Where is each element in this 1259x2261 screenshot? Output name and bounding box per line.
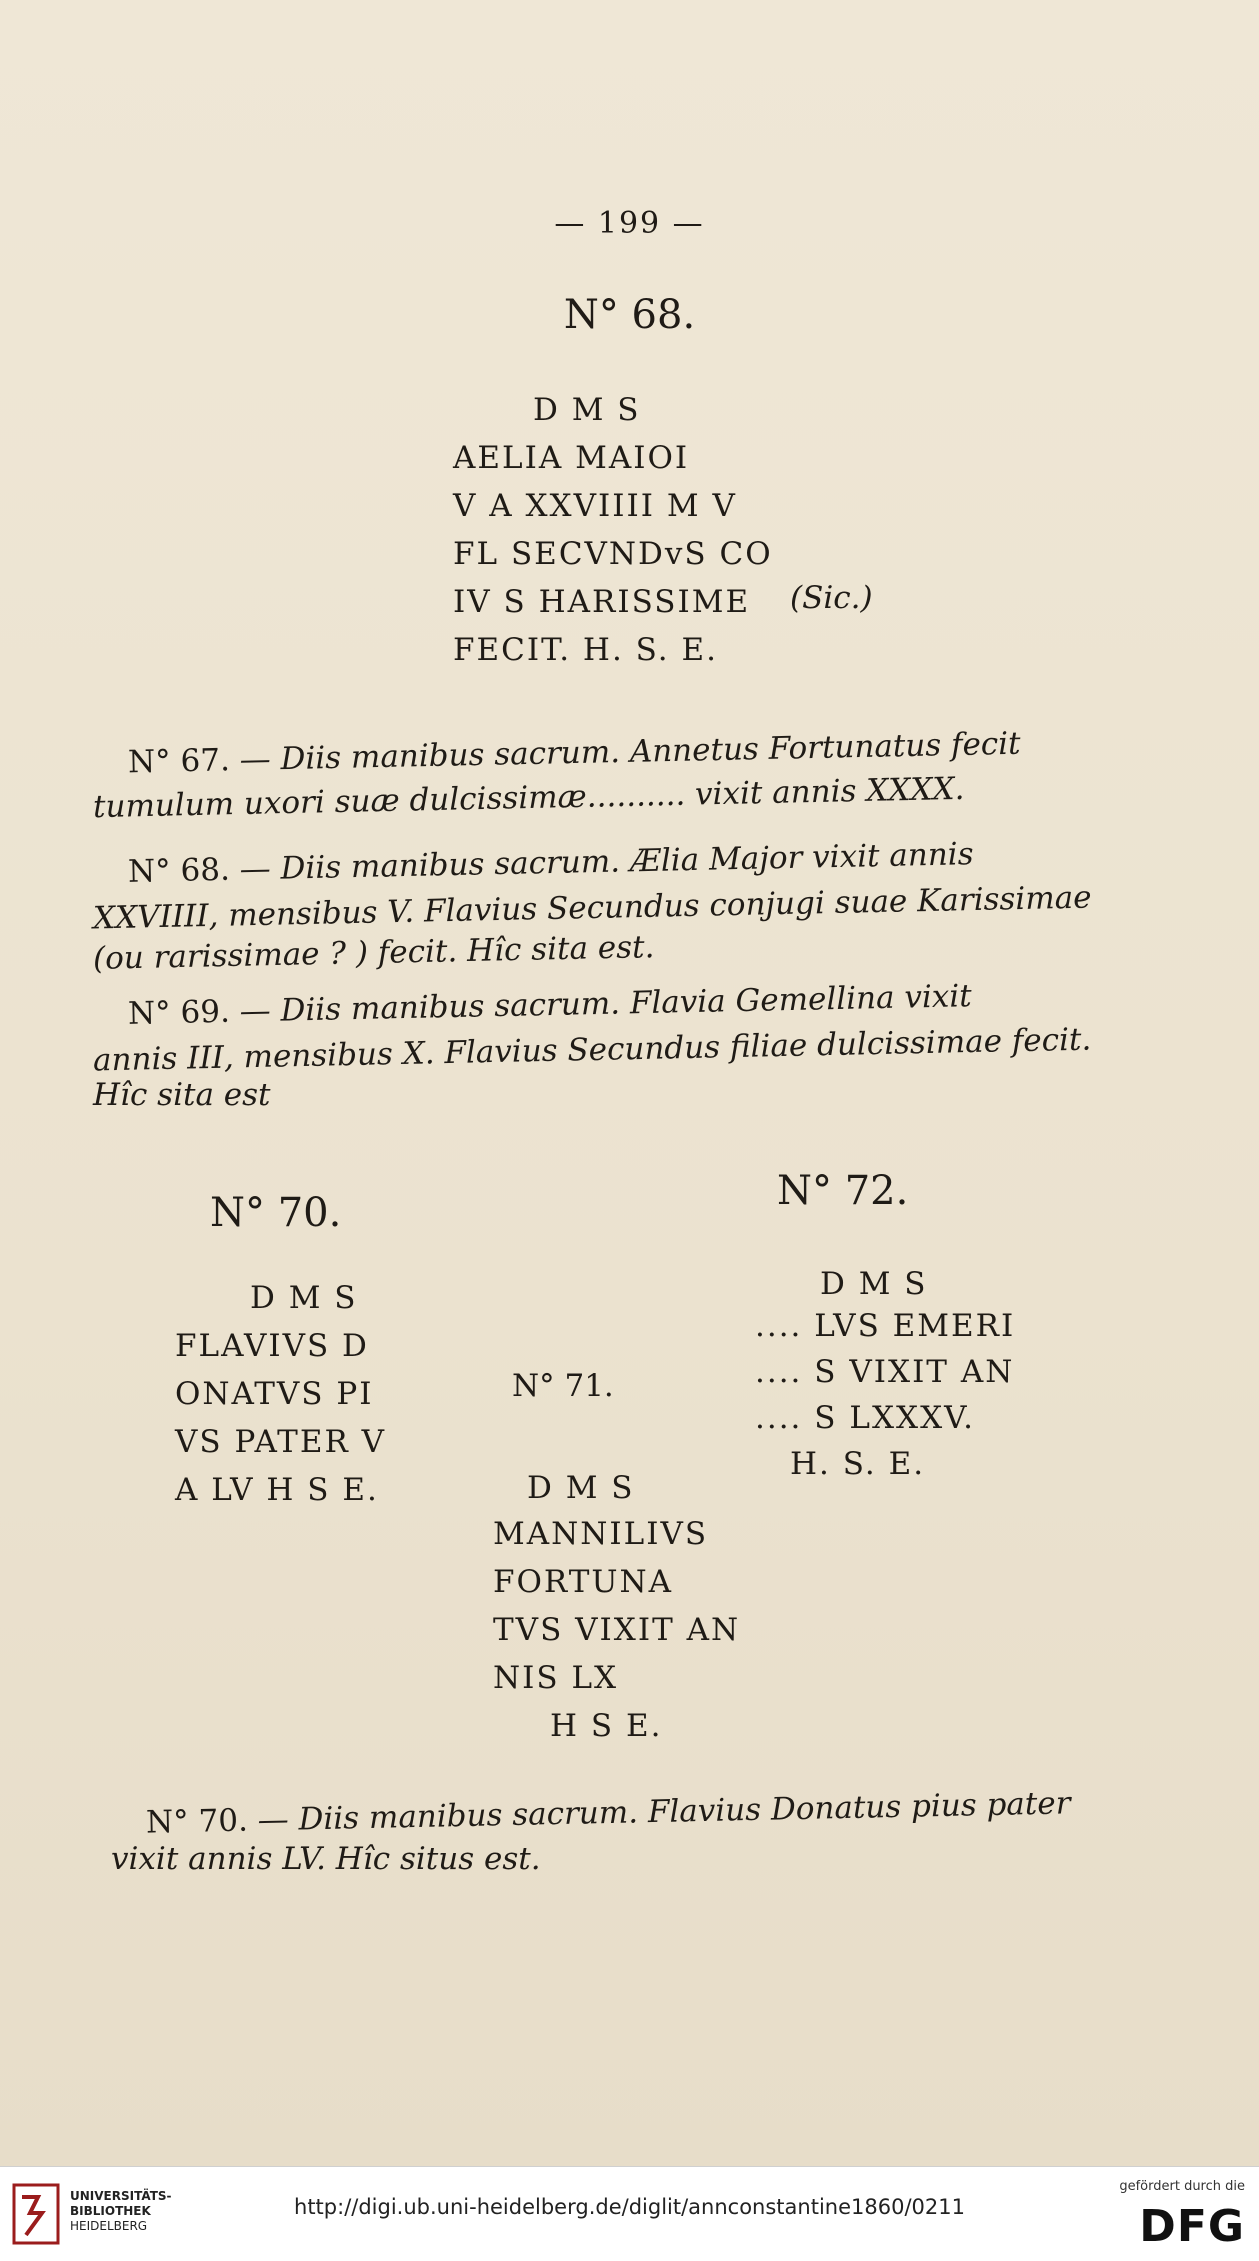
inscription-line: D M S <box>250 1280 358 1316</box>
heading-72: N° 72. <box>777 1168 909 1214</box>
inscription-line: AELIA MAIOI <box>453 440 690 476</box>
entry-label: N° 70. <box>145 1802 249 1841</box>
commentary-line: vixit annis LV. Hîc situs est. <box>111 1841 541 1877</box>
heading-70: N° 70. <box>210 1190 342 1236</box>
inscription-line: V A XXVIIII M V <box>453 488 737 524</box>
inscription-line: ONATVS PI <box>175 1376 374 1412</box>
inscription-line: H. S. E. <box>790 1446 926 1482</box>
commentary-text: — Diis manibus sacrum. Ælia Major vixit annis <box>229 836 974 888</box>
sic-note: (Sic.) <box>790 580 873 616</box>
page-number: — 199 — <box>554 206 705 241</box>
inscription-line: A LV H S E. <box>175 1472 379 1508</box>
inscription-line: FL SECVNDvS CO <box>453 536 773 572</box>
inscription-line: .... LVS EMERI <box>755 1308 1016 1344</box>
commentary-line: tumulum uxori suæ dulcissimæ.......... vixit annis XXXX. <box>92 770 965 826</box>
commentary-text: — Diis manibus sacrum. Flavia Gemellina vixit <box>229 978 973 1030</box>
inscription-line: FECIT. H. S. E. <box>453 632 718 668</box>
funded-by-label: gefördert durch die <box>1119 2179 1245 2194</box>
library-line: UNIVERSITÄTS- <box>70 2189 172 2203</box>
entry-label: N° 67. <box>127 742 231 781</box>
inscription-line: D M S <box>527 1470 635 1506</box>
inscription-line: .... S LXXXV. <box>755 1400 975 1436</box>
footer-bar <box>0 2166 1259 2261</box>
commentary-text: — Diis manibus sacrum. Annetus Fortunatus fecit <box>229 725 1021 779</box>
dfg-logo: DFG <box>1139 2201 1245 2252</box>
inscription-line: D M S <box>820 1266 928 1302</box>
inscription-line: NIS LX <box>493 1660 619 1696</box>
commentary-line: XXVIIII, mensibus V. Flavius Secundus conjugi suae Karissimae <box>92 879 1092 937</box>
inscription-line: H S E. <box>550 1708 663 1744</box>
heading-71: N° 71. <box>512 1368 614 1404</box>
entry-label: N° 68. <box>127 851 231 890</box>
inscription-line: IV S HARISSIME <box>453 584 751 620</box>
permalink-url[interactable]: http://digi.ub.uni-heidelberg.de/diglit/annconstantine1860/0211 <box>294 2195 965 2219</box>
commentary-text: — Diis manibus sacrum. Flavius Donatus pius pater <box>247 1785 1071 1839</box>
commentary-line: (ou rarissimae ? ) fecit. Hîc sita est. <box>92 929 655 977</box>
inscription-line: .... S VIXIT AN <box>755 1354 1015 1390</box>
inscription-line: D M S <box>533 392 641 428</box>
inscription-line: VS PATER V <box>175 1424 387 1460</box>
entry-label: N° 69. <box>127 993 231 1032</box>
library-line: HEIDELBERG <box>70 2219 148 2233</box>
commentary-line: Hîc sita est <box>93 1077 271 1113</box>
inscription-line: FLAVIVS D <box>175 1328 369 1364</box>
heading-68: N° 68. <box>563 292 696 338</box>
commentary-line: annis III, mensibus X. Flavius Secundus filiae dulcissimae fecit. <box>92 1021 1092 1079</box>
inscription-line: TVS VIXIT AN <box>493 1612 741 1648</box>
inscription-line: MANNILIVS <box>493 1516 709 1552</box>
library-line: BIBLIOTHEK <box>70 2204 151 2218</box>
inscription-line: FORTUNA <box>493 1564 674 1600</box>
